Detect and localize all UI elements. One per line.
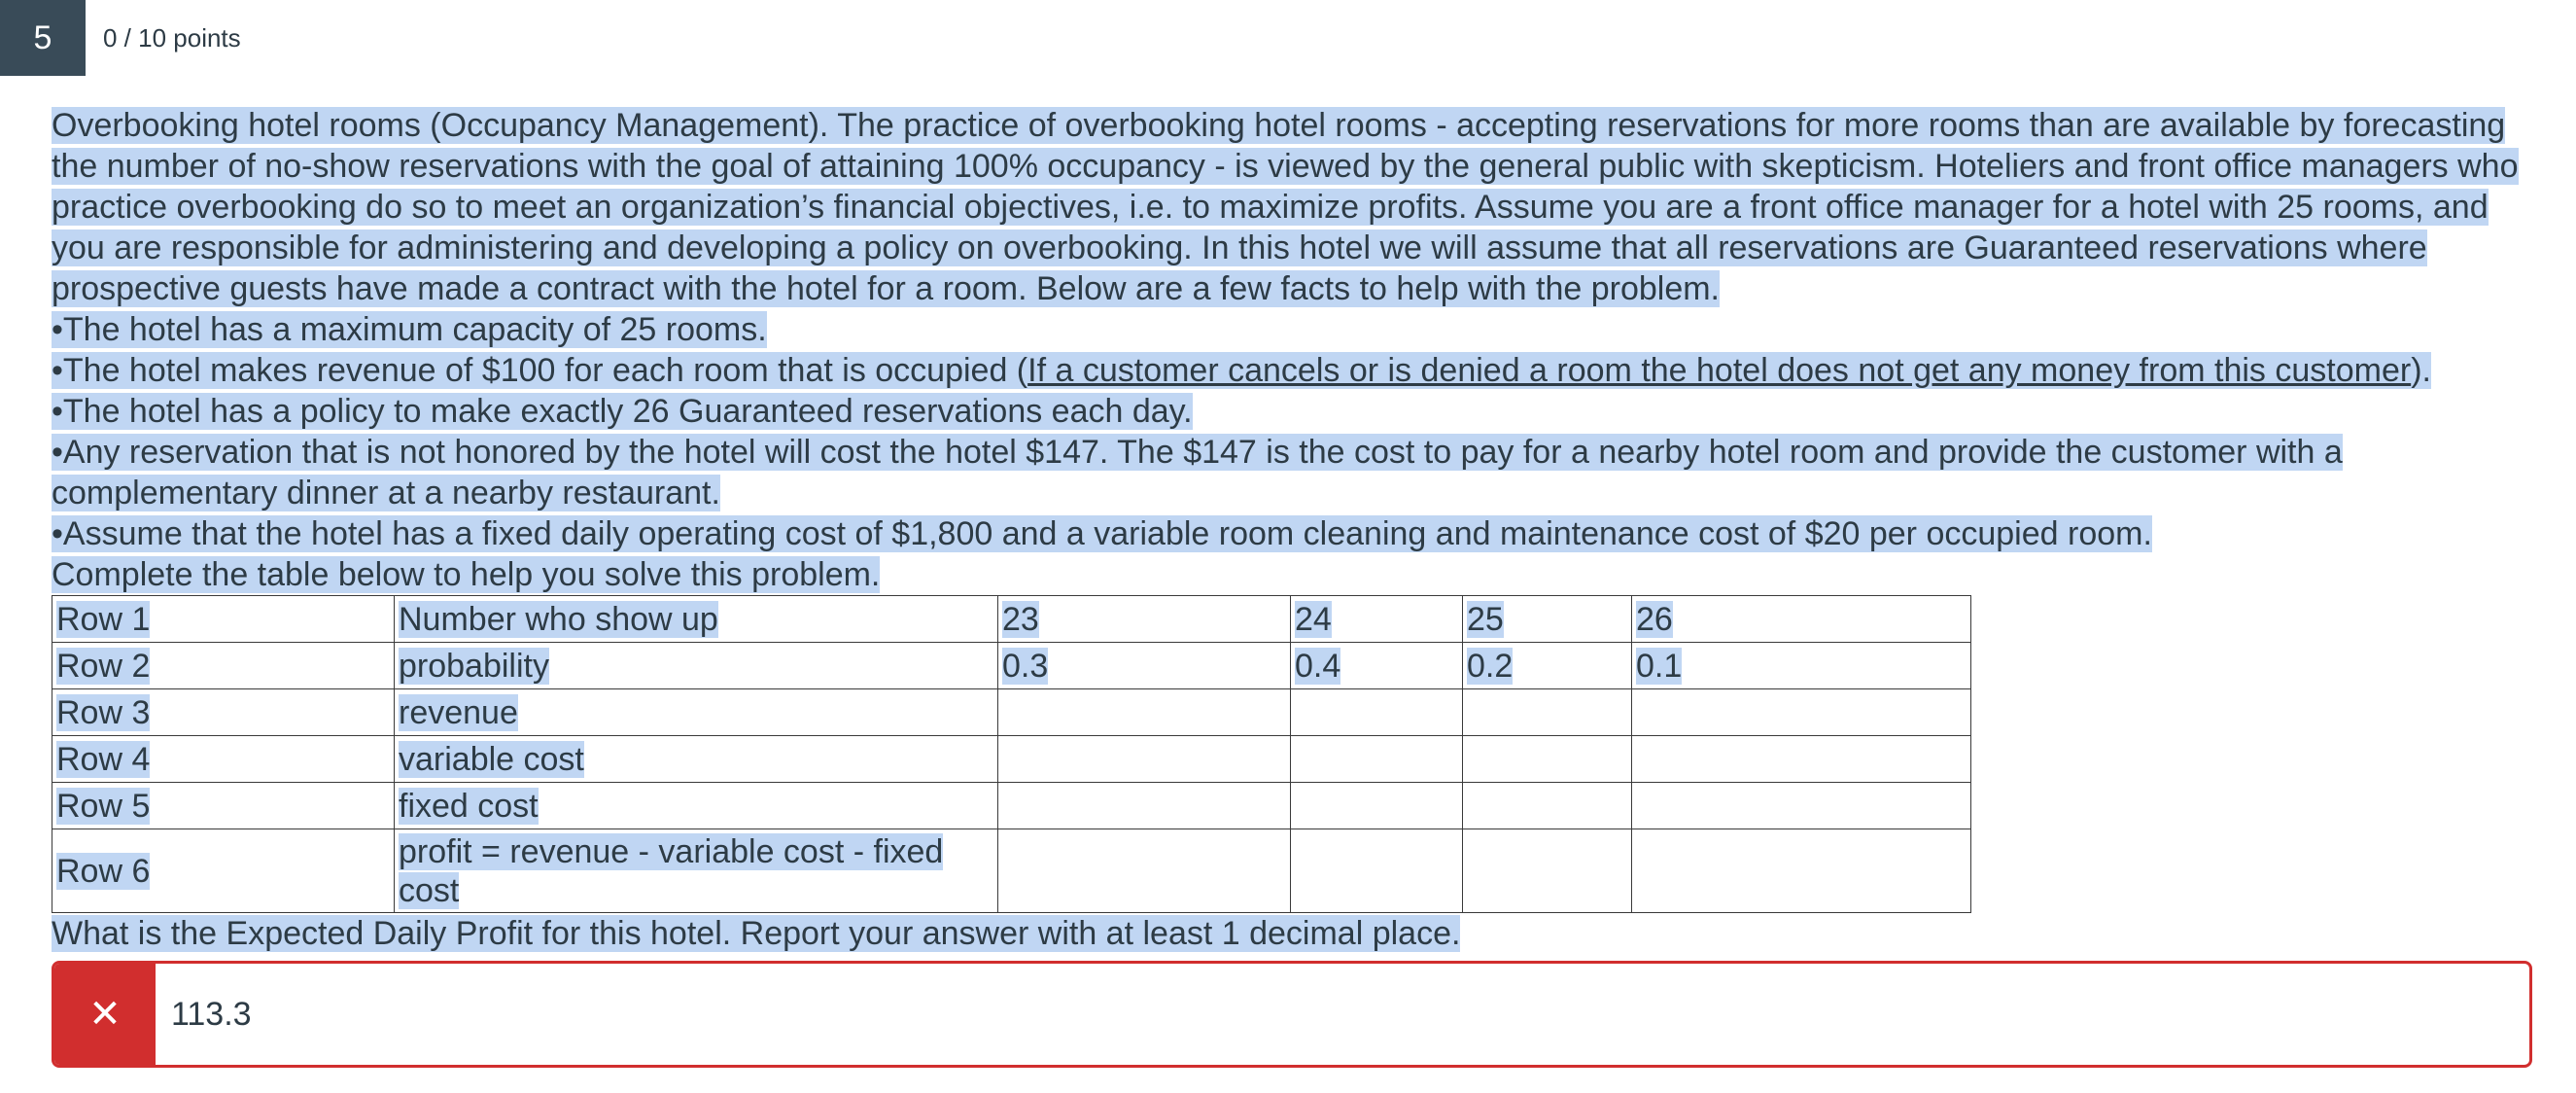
table-cell: 0.2 <box>1463 643 1632 689</box>
table-cell <box>1632 689 1971 736</box>
table-row <box>52 783 1971 829</box>
table-cell <box>1632 829 1971 913</box>
table-row <box>52 596 1971 643</box>
fact-bullet-2: •The hotel makes revenue of $100 for each room that is occupied (If a customer cancels or is denied a room the hotel does not get any money from this customer). <box>52 352 2431 389</box>
table-row <box>52 829 1971 913</box>
row-label: Row 2 <box>52 643 395 689</box>
row-label: Row 6 <box>52 829 395 913</box>
table-cell <box>1632 736 1971 783</box>
table-cell <box>1291 736 1463 783</box>
table-cell <box>998 783 1291 829</box>
table-cell <box>1463 783 1632 829</box>
table-cell <box>1463 829 1632 913</box>
table-cell: 26 <box>1632 596 1971 643</box>
table-cell <box>1463 736 1632 783</box>
table-cell <box>1291 783 1463 829</box>
table-cell: 25 <box>1463 596 1632 643</box>
table-cell: 23 <box>998 596 1291 643</box>
question-intro: Overbooking hotel rooms (Occupancy Management). The practice of overbooking hotel rooms - accepting reservations for more rooms than are available by forecasting the number of no-show reservations with the goal of attaining 100% occupancy - is viewed by the general public with skepticism. Hoteliers and front office managers who practice overbooking do so to meet an organization’s financial objectives, i.e. to maximize profits. Assume you are a front office manager for a hotel with 25 rooms, and you are responsible for administering and developing a policy on overbooking. In this hotel we will assume that all reservations are Guaranteed reservations where prospective guests have made a contract with the hotel for a room. Below are a few facts to help with the problem. <box>52 107 2519 307</box>
table-cell <box>1632 783 1971 829</box>
table-cell <box>1291 689 1463 736</box>
table-cell: 0.4 <box>1291 643 1463 689</box>
incorrect-x-icon: ✕ <box>54 964 156 1065</box>
fact-bullet-3: •The hotel has a policy to make exactly 26 Guaranteed reservations each day. <box>52 393 1193 430</box>
table-intro: Complete the table below to help you solve this problem. <box>52 556 881 593</box>
row-label: Row 4 <box>52 736 395 783</box>
row-description: Number who show up <box>395 596 998 643</box>
table-cell: 0.1 <box>1632 643 1971 689</box>
row-label: Row 5 <box>52 783 395 829</box>
row-label: Row 3 <box>52 689 395 736</box>
answer-value[interactable]: 113.3 <box>171 995 252 1033</box>
question-prompt: What is the Expected Daily Profit for this hotel. Report your answer with at least 1 decimal place. <box>52 915 1461 952</box>
fact-bullet-4: •Any reservation that is not honored by the hotel will cost the hotel $147. The $147 is the cost to pay for a nearby hotel room and provide the customer with a complementary dinner at a nearby restaurant. <box>52 434 2343 511</box>
table-row <box>52 736 1971 783</box>
table-cell <box>1291 829 1463 913</box>
table-cell <box>998 689 1291 736</box>
row-description: profit = revenue - variable cost - fixed cost <box>395 829 998 913</box>
table-cell <box>998 736 1291 783</box>
row-label: Row 1 <box>52 596 395 643</box>
fact-bullet-2-underlined: If a customer cancels or is denied a room the hotel does not get any money from this customer <box>1027 352 2412 389</box>
fact-bullet-1: •The hotel has a maximum capacity of 25 rooms. <box>52 311 767 348</box>
table-cell: 24 <box>1291 596 1463 643</box>
table-cell: 0.3 <box>998 643 1291 689</box>
table-row <box>52 643 1971 689</box>
row-description: variable cost <box>395 736 998 783</box>
problem-table <box>52 595 1971 913</box>
answer-field[interactable] <box>52 961 2532 1068</box>
fact-bullet-5: •Assume that the hotel has a fixed daily operating cost of $1,800 and a variable room cleaning and maintenance cost of $20 per occupied room. <box>52 515 2152 552</box>
question-number: 5 <box>0 0 86 76</box>
row-description: probability <box>395 643 998 689</box>
row-description: fixed cost <box>395 783 998 829</box>
question-body <box>52 105 2540 954</box>
question-points: 0 / 10 points <box>103 22 241 53</box>
row-description: revenue <box>395 689 998 736</box>
table-cell <box>1463 689 1632 736</box>
table-row <box>52 689 1971 736</box>
question-header <box>0 0 241 76</box>
table-cell <box>998 829 1291 913</box>
